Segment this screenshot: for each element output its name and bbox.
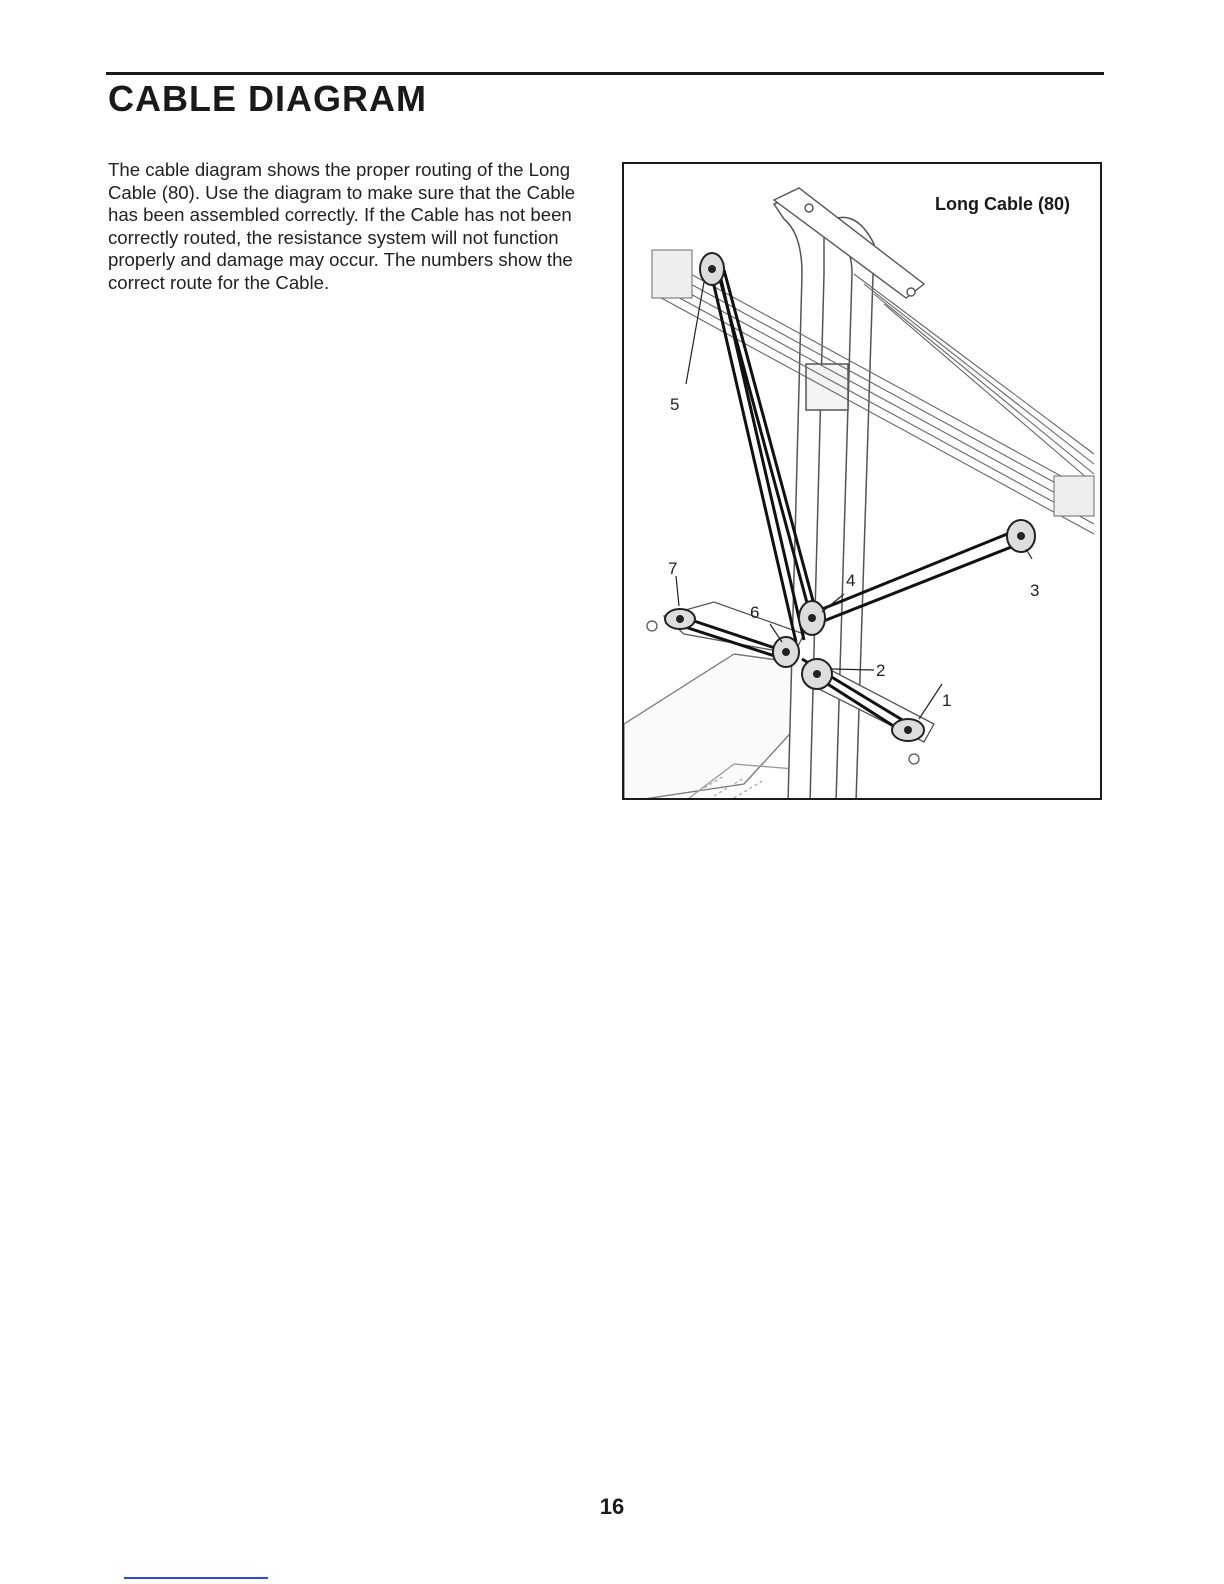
callout-4: 4 bbox=[846, 571, 856, 590]
page-title: CABLE DIAGRAM bbox=[108, 78, 427, 119]
pulley-1 bbox=[892, 719, 924, 741]
bench-seat bbox=[624, 654, 811, 800]
page-number: 16 bbox=[599, 1494, 625, 1519]
figure-label: Long Cable (80) bbox=[934, 194, 1070, 214]
intro-paragraph: The cable diagram shows the proper routing of the Long Cable (80). Use the diagram to make sure that the Cable has been assembled correctly. If the Cable has not been correctly routed, the resistance system will not function properly and damage may occur. The numbers show the correct route for the Cable. bbox=[108, 159, 576, 293]
upper-arm bbox=[774, 188, 924, 298]
callout-3: 3 bbox=[1030, 581, 1040, 600]
pulley-4 bbox=[799, 601, 825, 635]
callout-2: 2 bbox=[876, 661, 886, 680]
callout-7: 7 bbox=[668, 559, 678, 578]
pulley-5 bbox=[700, 253, 724, 285]
cable-diagram-figure bbox=[622, 162, 1102, 800]
callout-1: 1 bbox=[942, 691, 952, 710]
pulley-7 bbox=[665, 609, 695, 629]
pulley-3 bbox=[1007, 520, 1035, 552]
callout-6: 6 bbox=[750, 603, 760, 622]
pulley-6 bbox=[773, 637, 799, 667]
callout-5: 5 bbox=[670, 395, 680, 414]
footer-link-underline bbox=[124, 1577, 268, 1579]
title-rule bbox=[106, 72, 1104, 75]
pulley-2 bbox=[802, 659, 832, 689]
cable-diagram-illustration bbox=[624, 164, 1102, 800]
